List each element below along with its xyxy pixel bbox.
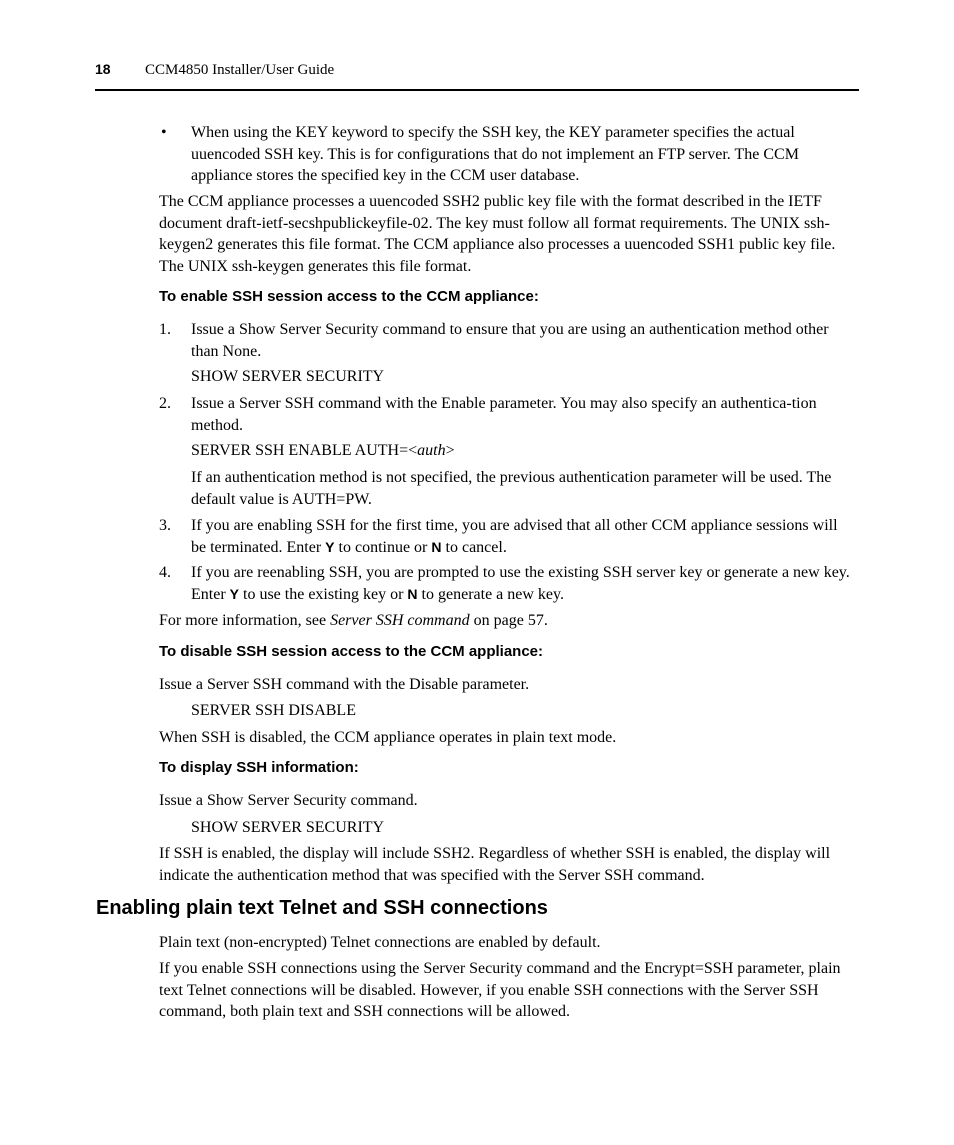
step-1-text: Issue a Show Server Security command to ensure that you are using an authentication method other than None.	[191, 321, 829, 360]
enable-heading: To enable SSH session access to the CCM appliance:	[159, 288, 539, 305]
disable-command: SERVER SSH DISABLE	[191, 702, 356, 719]
step-2-command	[191, 440, 455, 462]
step-1-number: 1.	[159, 321, 171, 338]
step-2-number: 2.	[159, 395, 171, 412]
section-heading: Enabling plain text Telnet and SSH connections	[96, 897, 548, 919]
display-heading: To display SSH information:	[159, 759, 359, 776]
step-2-note: If an authentication method is not specified, the previous authentication parameter will be used. The default value is AUTH=PW.	[191, 469, 832, 508]
command-suffix: >	[445, 442, 455, 459]
bullet-marker: •	[161, 124, 167, 141]
key-n: N	[431, 538, 442, 555]
header-rule	[95, 89, 859, 91]
disable-heading: To disable SSH session access to the CCM appliance:	[159, 643, 544, 660]
display-text: Issue a Show Server Security command.	[159, 792, 418, 809]
key-y: Y	[325, 538, 335, 555]
section-paragraph-1: Plain text (non-encrypted) Telnet connections are enabled by default.	[159, 934, 601, 951]
disable-text: Issue a Server SSH command with the Disable parameter.	[159, 676, 530, 693]
intro-paragraph: The CCM appliance processes a uuencoded SSH2 public key file with the format described in the IETF document draft-ietf-secshpublickeyfile-02. The key must follow all format requirements. The UNIX ssh-keygen2 generates this file format. The CCM appliance also processes a uuencoded SSH1 public key file. The UNIX ssh-keygen generates this file format.	[159, 193, 836, 275]
step-4-number: 4.	[159, 564, 171, 581]
command-argument: auth	[417, 442, 446, 459]
page-header	[95, 59, 859, 80]
guide-title: CCM4850 Installer/User Guide	[145, 62, 335, 78]
more-info: For more information, see Server SSH command on page 57.	[159, 612, 548, 629]
bullet-text: When using the KEY keyword to specify the SSH key, the KEY parameter specifies the actual uuencoded SSH key. This is for configurations that do not implement an FTP server. The CCM appliance stores the specified key in the CCM user database.	[191, 124, 799, 184]
command-prefix: SERVER SSH ENABLE AUTH=<	[191, 442, 418, 459]
key-n: N	[407, 585, 418, 602]
disable-after: When SSH is disabled, the CCM appliance operates in plain text mode.	[159, 729, 617, 746]
cross-reference-link[interactable]: Server SSH command	[330, 612, 470, 629]
step-4-text: If you are reenabling SSH, you are prompted to use the existing SSH server key or generate a new key. Enter Y to use the existing key or N to generate a new key.	[191, 564, 850, 603]
display-command: SHOW SERVER SECURITY	[191, 819, 385, 836]
step-3-number: 3.	[159, 517, 171, 534]
key-y: Y	[229, 585, 239, 602]
display-after: If SSH is enabled, the display will include SSH2. Regardless of whether SSH is enabled, the display will indicate the authentication method that was specified with the Server SSH command.	[159, 845, 831, 884]
page-number: 18	[95, 61, 111, 77]
section-paragraph-2: If you enable SSH connections using the Server Security command and the Encrypt=SSH parameter, plain text Telnet connections will be disabled. However, if you enable SSH connections with the Server SSH command, both plain text and SSH connections will be allowed.	[159, 960, 841, 1020]
step-2-text: Issue a Server SSH command with the Enable parameter. You may also specify an authentica-tion method.	[191, 395, 817, 434]
step-3-text: If you are enabling SSH for the first time, you are advised that all other CCM appliance sessions will be terminated. Enter Y to continue or N to cancel.	[191, 517, 838, 556]
step-1-command: SHOW SERVER SECURITY	[191, 368, 385, 385]
